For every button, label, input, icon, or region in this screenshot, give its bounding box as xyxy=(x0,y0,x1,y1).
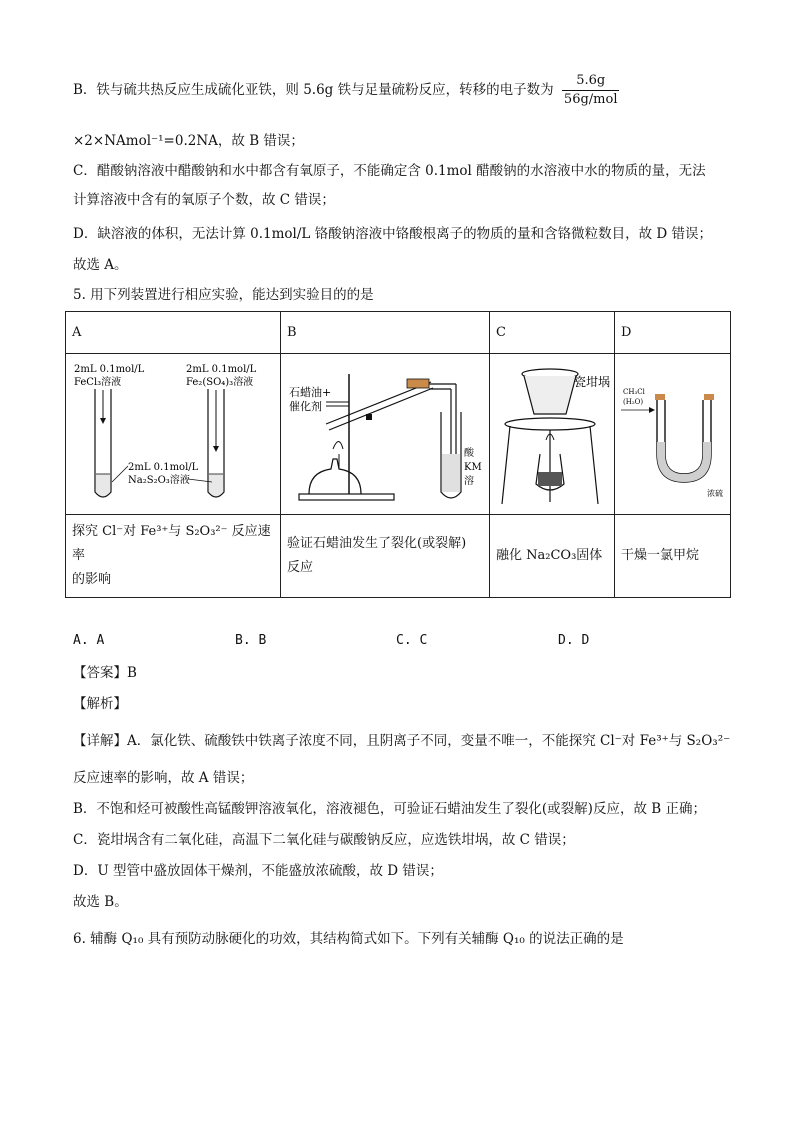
option-c: C. C xyxy=(396,633,428,648)
q4-option-b-line1 xyxy=(73,72,619,109)
figure-a-cell xyxy=(66,354,281,515)
answer-label: 【答案】B xyxy=(73,665,137,681)
q6-stem: 6. 辅酶 Q₁₀ 具有预防动脉硬化的功效，其结构简式如下。下列有关辅酶 Q₁₀ 的说法正确的是 xyxy=(73,931,624,947)
option-d: D. D xyxy=(558,633,590,648)
header-b: B xyxy=(281,312,490,354)
fig-d-label-1: CH₃Cl xyxy=(623,388,645,396)
fig-d-label-2: (H₂O) xyxy=(623,398,644,406)
header-a: A xyxy=(66,312,281,354)
analysis-label: 【解析】 xyxy=(73,696,127,712)
desc-a-line2: 的影响 xyxy=(72,572,112,587)
fig-b-side-3: 溶 xyxy=(464,476,474,487)
desc-b xyxy=(281,515,490,598)
figure-c-crucible xyxy=(490,354,614,510)
q4-answer: 故选 A。 xyxy=(73,257,128,273)
detail-a-line2: 反应速率的影响，故 A 错误； xyxy=(73,770,254,786)
fraction-denominator: 56g/mol xyxy=(563,92,618,107)
desc-a xyxy=(66,515,281,598)
fig-a-mid-label-2: Na₂S₂O₃溶液 xyxy=(128,475,190,486)
q5-stem: 5. 用下列装置进行相应实验，能达到实验目的的是 xyxy=(73,287,374,303)
fig-c-label: 瓷坩埚 xyxy=(574,375,611,389)
final-answer: 故选 B。 xyxy=(73,894,128,910)
detail-b: B．不饱和烃可被酸性高锰酸钾溶液氧化，溶液褪色，可验证石蜡油发生了裂化(或裂解)反应，故 B 正确； xyxy=(73,801,706,817)
fig-a-right-label-1: 2mL 0.1mol/L xyxy=(186,364,257,375)
desc-c: 融化 Na₂CO₃固体 xyxy=(490,515,615,598)
detail-d: D．U 型管中盛放固体干燥剂，不能盛放浓硫酸，故 D 错误； xyxy=(73,863,443,879)
header-c: C xyxy=(490,312,615,354)
fig-a-left-label-2: FeCl₃溶液 xyxy=(74,377,122,388)
q4-option-c-line2: 计算溶液中含有的氧原子个数，故 C 错误； xyxy=(73,192,335,208)
desc-d: 干燥一氯甲烷 xyxy=(615,515,731,598)
desc-b-line2: 反应 xyxy=(287,560,314,575)
figure-b-cracking-apparatus xyxy=(281,354,489,510)
option-b: B. B xyxy=(235,633,267,648)
figure-d-u-tube xyxy=(615,354,730,510)
header-d: D xyxy=(615,312,731,354)
fig-b-label-2: 催化剂 xyxy=(289,400,322,413)
figure-c-cell xyxy=(490,354,615,515)
desc-b-line1: 验证石蜡油发生了裂化(或裂解) xyxy=(287,536,467,551)
electron-fraction xyxy=(562,72,620,109)
option-a: A. A xyxy=(73,633,105,648)
fig-a-mid-label-1: 2mL 0.1mol/L xyxy=(128,462,199,473)
detail-a-line1: 【详解】A．氯化铁、硫酸铁中铁离子浓度不同，且阴离子不同，变量不唯一，不能探究 Cl⁻对 Fe³⁺与 S₂O₃²⁻ xyxy=(73,733,731,749)
figure-d-cell xyxy=(615,354,731,515)
fig-b-label-1: 石蜡油+ xyxy=(289,386,332,399)
q4-option-c-line1: C．醋酸钠溶液中醋酸钠和水中都含有氧原子，不能确定含 0.1mol 醋酸钠的水溶液中水的物质的量，无法 xyxy=(73,163,706,179)
fig-d-label-3: 浓硫 xyxy=(707,489,723,498)
fig-a-right-label-2: Fe₂(SO₄)₃溶液 xyxy=(186,377,254,388)
figure-a-test-tubes xyxy=(66,354,280,510)
fig-b-side-1: 酸 xyxy=(464,448,474,459)
q4-option-d: D．缺溶液的体积，无法计算 0.1mol/L 铬酸钠溶液中铬酸根离子的物质的量和含铬微粒数目，故 D 错误； xyxy=(73,226,713,242)
figure-b-cell xyxy=(281,354,490,515)
detail-c: C．瓷坩埚含有二氧化硅，高温下二氧化硅与碳酸钠反应，应选铁坩埚，故 C 错误； xyxy=(73,832,575,848)
fraction-numerator: 5.6g xyxy=(562,72,620,91)
fig-b-side-2: KM xyxy=(464,462,482,473)
q5-table xyxy=(65,311,731,598)
desc-a-line1: 探究 Cl⁻对 Fe³⁺与 S₂O₃²⁻ 反应速率 xyxy=(72,524,271,563)
q4-option-b-line2: ×2×NAmol⁻¹=0.2NA，故 B 错误； xyxy=(73,133,304,149)
q4-option-b-text: B．铁与硫共热反应生成硫化亚铁，则 5.6g 铁与足量硫粉反应，转移的电子数为 xyxy=(73,82,554,98)
fig-a-left-label-1: 2mL 0.1mol/L xyxy=(74,364,145,375)
